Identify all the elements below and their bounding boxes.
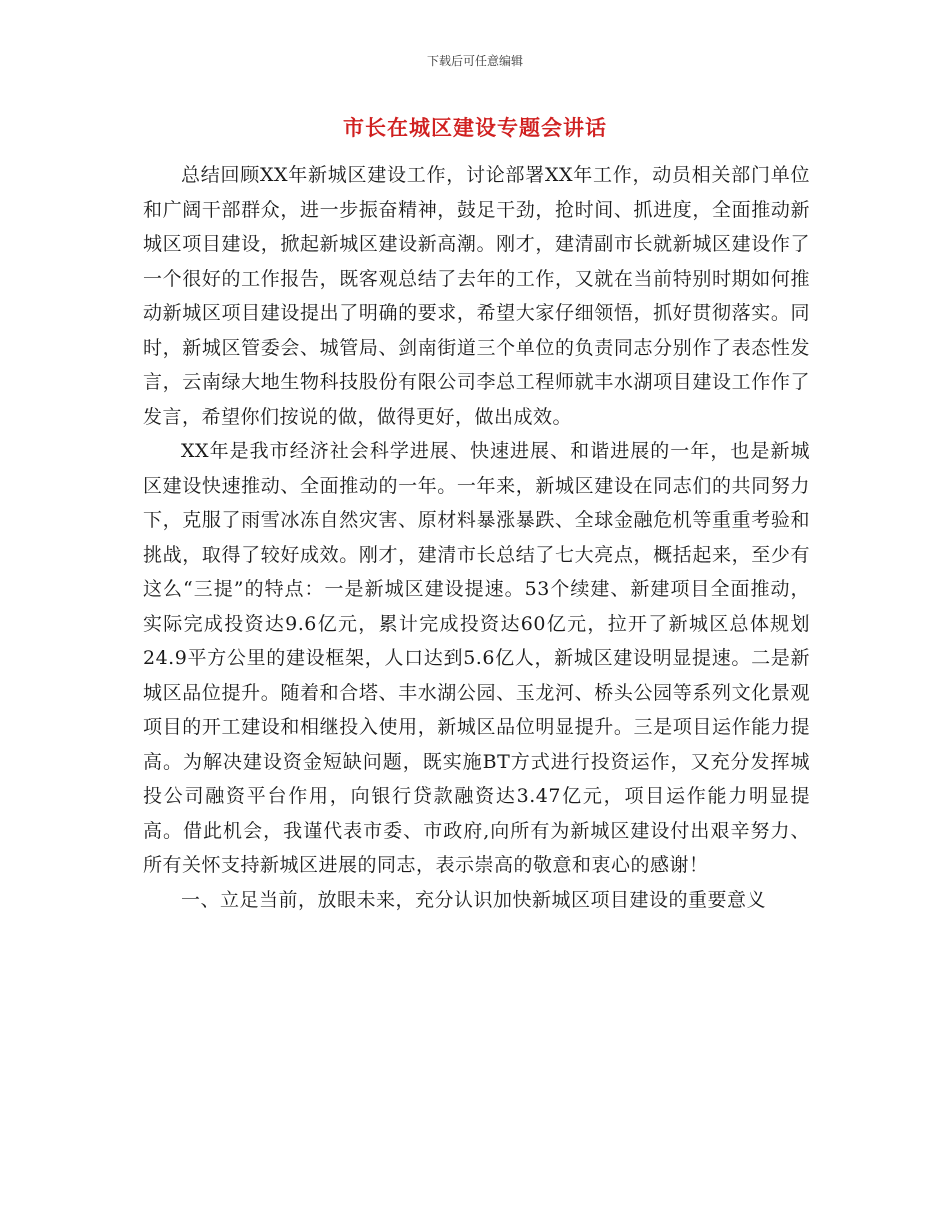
document-title: 市长在城区建设专题会讲话 [343,115,607,140]
header-note: 下载后可任意编辑 [426,54,523,68]
paragraph-1: 总结回顾XX年新城区建设工作，讨论部署XX年工作，动员相关部门单位和广阔干部群众，进一步振奋精神，鼓足干劲，抢时间、抓进度，全面推动新城区项目建设，掀起新城区建设新高潮。刚才，建清副市长就新城区建设作了一个很好的工作报告，既客观总结了去年的工作，又就在当前特别时期如何推动新城区项目建设提出了明确的要求，希望大家仔细领悟，抓好贯彻落实。同时，新城区管委会、城管局、剑南街道三个单位的负责同志分别作了表态性发言，云南绿大地生物科技股份有限公司李总工程师就丰水湖项目建设工作作了发言，希望你们按说的做，做得更好，做出成效。 [143,164,810,428]
paragraph-2: XX年是我市经济社会科学进展、快速进展、和谐进展的一年，也是新城区建设快速推动、全面推动的一年。一年来，新城区建设在同志们的共同努力下，克服了雨雪冰冻自然灾害、原材料暴涨暴跌、全球金融危机等重重考验和挑战，取得了较好成效。刚才，建清市长总结了七大亮点，概括起来，至少有这么“三提”的特点：一是新城区建设提速。53个续建、新建项目全面推动，实际完成投资达9.6亿元，累计完成投资达60亿元，拉开了新城区总体规划24.9平方公里的建设框架，人口达到5.6亿人，新城区建设明显提速。二是新城区品位提升。随着和合塔、丰水湖公园、玉龙河、桥头公园等系列文化景观项目的开工建设和相继投入使用，新城区品位明显提升。三是项目运作能力提高。为解决建设资金短缺问题，既实施BT方式进行投资运作，又充分发挥城投公司融资平台作用，向银行贷款融资达3.47亿元，项目运作能力明显提高。借此机会，我谨代表市委、市政府,向所有为新城区建设付出艰辛努力、所有关怀支持新城区进展的同志，表示崇高的敬意和衷心的感谢！ [143,440,810,876]
section-heading-1: 一、立足当前，放眼未来，充分认识加快新城区项目建设的重要意义 [181,888,767,911]
document-body [143,158,810,917]
